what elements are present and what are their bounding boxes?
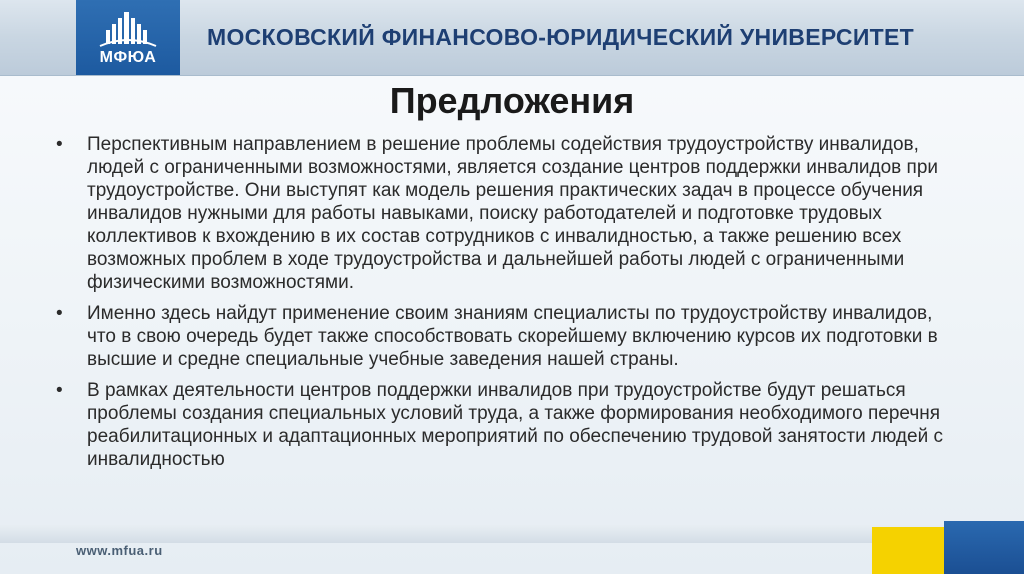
bullet-list — [56, 133, 956, 479]
bullet-item — [56, 302, 956, 371]
university-name: МОСКОВСКИЙ ФИНАНСОВО-ЮРИДИЧЕСКИЙ УНИВЕРСИТЕТ — [207, 24, 914, 50]
bullet-marker: • — [56, 134, 63, 155]
bullet-item — [56, 379, 956, 471]
bullet-text: Именно здесь найдут применение своим знаниям специалисты по трудоустройству инвалидов, что в свою очередь будет также способствовать скорейшему включению курсов их подготовки в высшие и средне специальные учебные заведения нашей страны. — [87, 303, 938, 370]
building-logo-icon — [98, 8, 158, 48]
bullet-text: Перспективным направлением в решение проблемы содействия трудоустройству инвалидов, людей с ограниченными возможностями, является создание центров поддержки инвалидов при трудоустройстве. Они выступят как модель решения практических задач в процессе обучения инвалидов нужными для работы навыками, поиску работодателей и подготовке трудовых коллективов к вхождению в их состав сотрудников с инвалидностью, а также решению всех возможных проблем в ходе трудоустройства и дальнейшей работы людей с ограниченными физическими возможностями. — [87, 134, 939, 293]
header-band — [0, 0, 1024, 76]
bullet-item — [56, 133, 956, 294]
bullet-marker: • — [56, 380, 63, 401]
corner-yellow-block — [872, 527, 944, 574]
university-logo — [76, 0, 180, 75]
footer-band — [0, 525, 1024, 543]
logo-text: МФЮА — [99, 49, 157, 66]
bullet-text: В рамках деятельности центров поддержки инвалидов при трудоустройстве будут решаться проблемы создания специальных условий труда, а также формирования необходимого перечня реабилитационных и адаптационных мероприятий по обеспечению трудовой занятости людей с инвалидностью — [87, 380, 943, 470]
bullet-marker: • — [56, 303, 63, 324]
slide-title: Предложения — [389, 80, 635, 121]
corner-blue-block — [944, 521, 1024, 574]
footer-url: www.mfua.ru — [76, 543, 163, 558]
